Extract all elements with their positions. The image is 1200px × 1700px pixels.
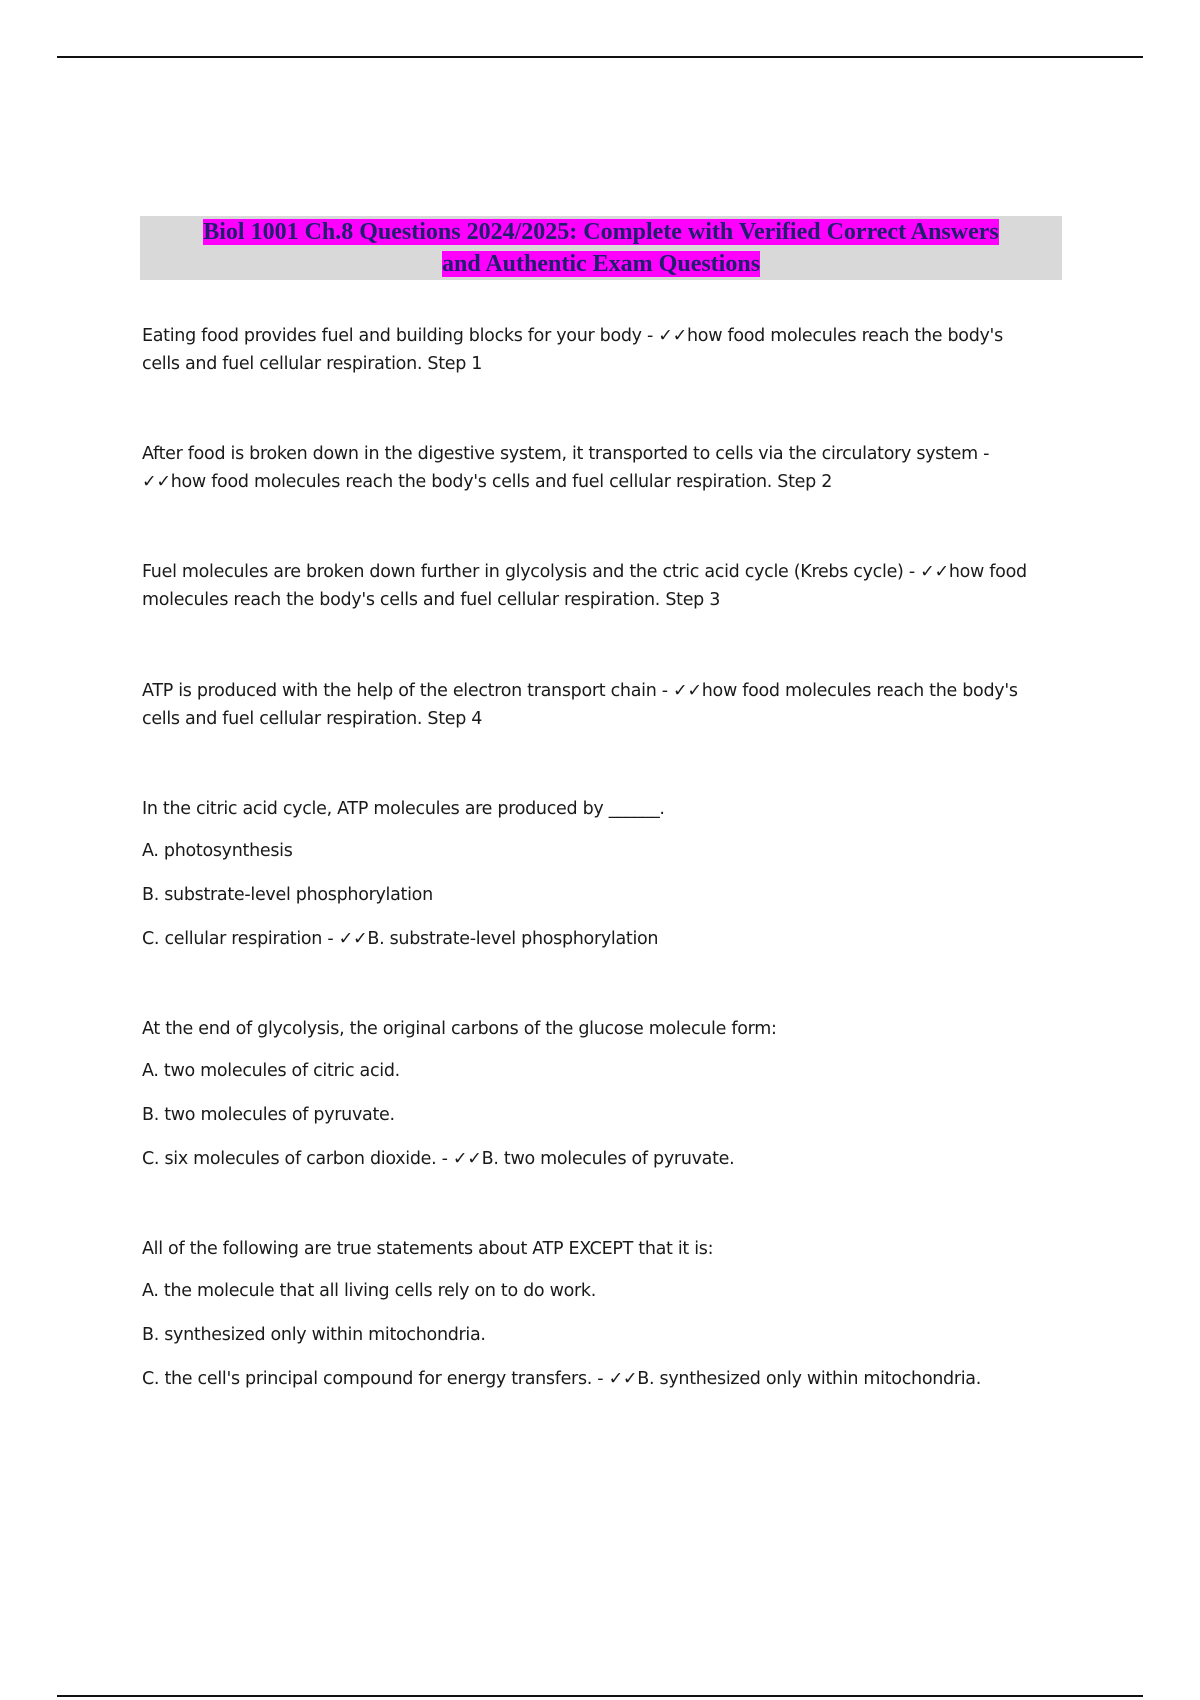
question-text: At the end of glycolysis, the original carbons of the glucose molecule form: [142, 1019, 777, 1039]
qa-item-4 [142, 677, 1067, 733]
question-block-3 [142, 1235, 1067, 1393]
qa-item-1 [142, 322, 1067, 378]
option-b: B. synthesized only within mitochondria. [142, 1325, 486, 1345]
option-c-answer: C. six molecules of carbon dioxide. - ✓✓B. two molecules of pyruvate. [142, 1149, 735, 1169]
document-body [142, 322, 1067, 1393]
option-a: A. photosynthesis [142, 841, 293, 861]
qa-item-3 [142, 558, 1067, 614]
question-text: All of the following are true statements about ATP EXCEPT that it is: [142, 1239, 714, 1259]
bottom-rule [57, 1695, 1143, 1697]
qa-text: ✓✓how food molecules reach the body's cells and fuel cellular respiration. Step 2 [142, 472, 833, 492]
qa-text: ATP is produced with the help of the electron transport chain - ✓✓how food molecules reach the body's [142, 681, 1018, 701]
question-text: In the citric acid cycle, ATP molecules are produced by ______. [142, 799, 665, 819]
option-a: A. two molecules of citric acid. [142, 1061, 400, 1081]
option-b: B. two molecules of pyruvate. [142, 1105, 395, 1125]
title-line-1: Biol 1001 Ch.8 Questions 2024/2025: Complete with Verified Correct Answers [140, 216, 1062, 248]
qa-text: Eating food provides fuel and building blocks for your body - ✓✓how food molecules reach the body's [142, 326, 1003, 346]
qa-text: molecules reach the body's cells and fuel cellular respiration. Step 3 [142, 590, 721, 610]
title-line-2: and Authentic Exam Questions [140, 248, 1062, 280]
option-c-answer: C. the cell's principal compound for energy transfers. - ✓✓B. synthesized only within mitochondria. [142, 1369, 981, 1389]
top-rule [57, 56, 1143, 58]
option-c-answer: C. cellular respiration - ✓✓B. substrate-level phosphorylation [142, 929, 659, 949]
question-block-1 [142, 795, 1067, 953]
qa-text: After food is broken down in the digestive system, it transported to cells via the circulatory system - [142, 444, 990, 464]
option-b: B. substrate-level phosphorylation [142, 885, 433, 905]
question-block-2 [142, 1015, 1067, 1173]
option-a: A. the molecule that all living cells rely on to do work. [142, 1281, 597, 1301]
qa-text: cells and fuel cellular respiration. Step 4 [142, 709, 483, 729]
qa-text: Fuel molecules are broken down further in glycolysis and the ctric acid cycle (Krebs cycle) - ✓✓how food [142, 562, 1027, 582]
qa-text: cells and fuel cellular respiration. Step 1 [142, 354, 483, 374]
document-title [140, 216, 1062, 280]
qa-item-2 [142, 440, 1067, 496]
